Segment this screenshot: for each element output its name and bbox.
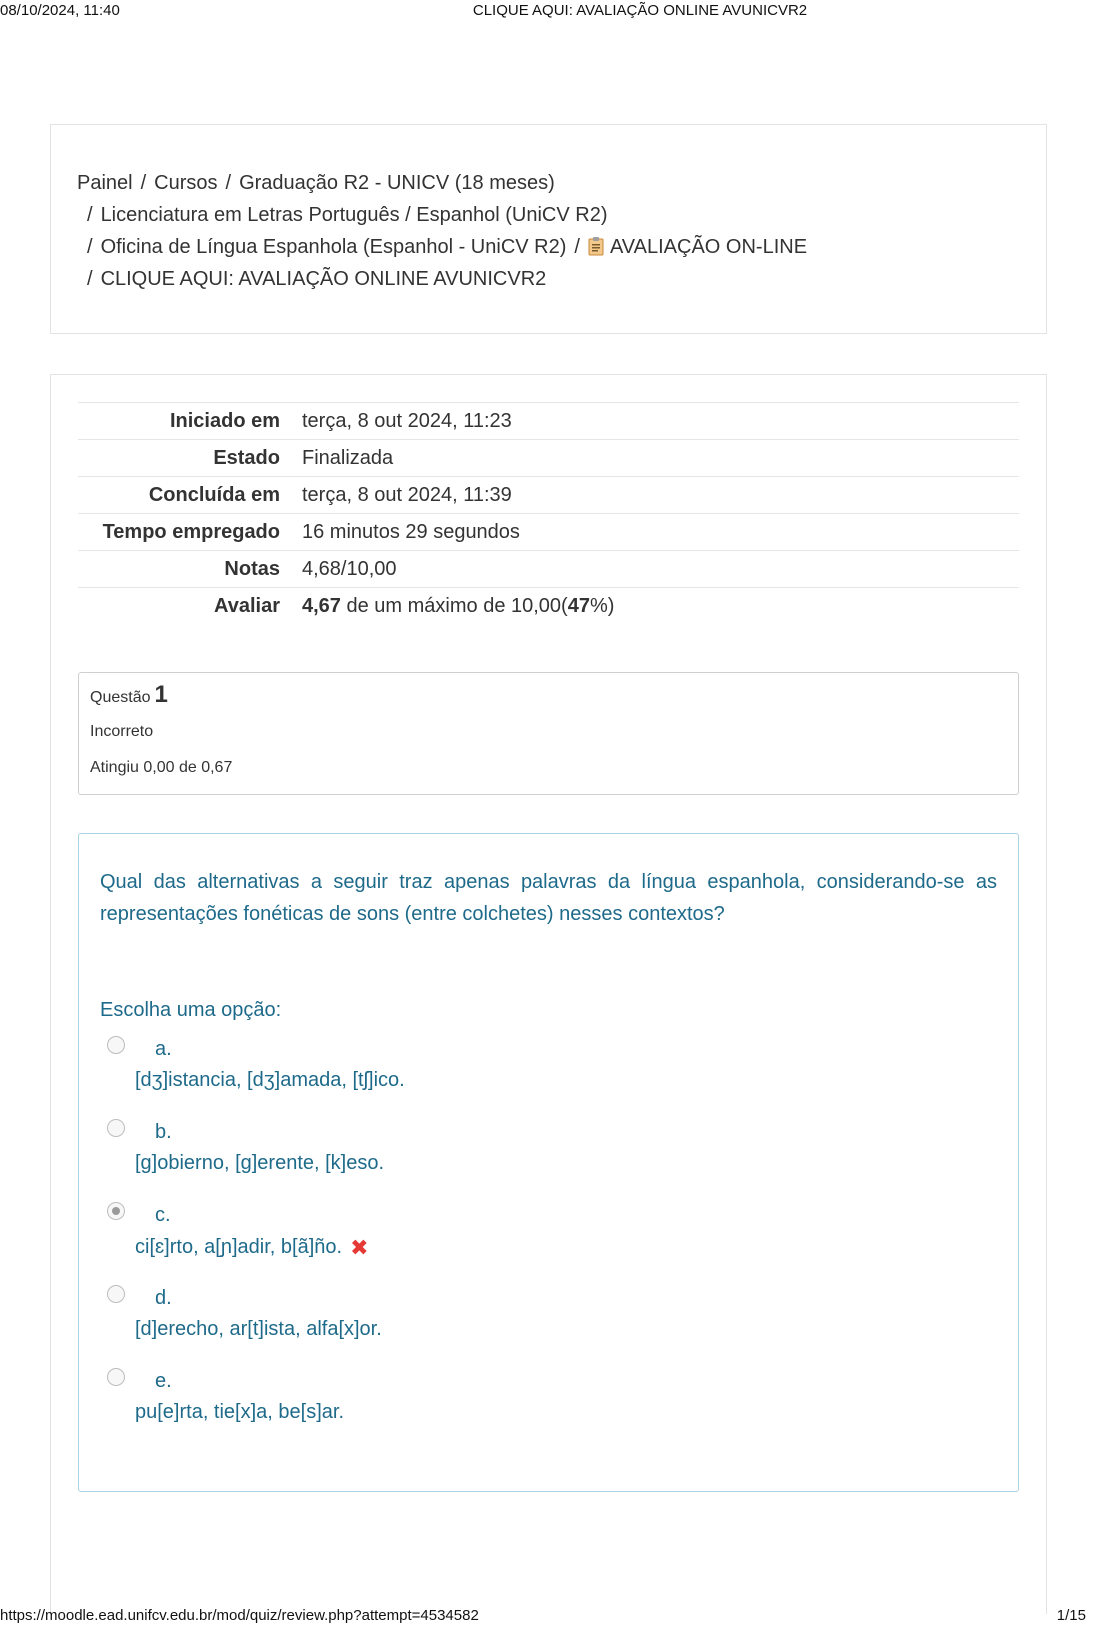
breadcrumb-licenciatura[interactable]: Licenciatura em Letras Português / Espanhol (UniCV R2) [100, 204, 608, 226]
question-label: Questão [90, 689, 151, 706]
question-number-value: 1 [154, 681, 168, 708]
summary-row-started [78, 403, 1019, 440]
option-letter: e. [155, 1370, 172, 1392]
summary-row-marks [78, 551, 1019, 588]
radio-button-selected[interactable] [107, 1202, 125, 1220]
breadcrumb-separator: / [87, 204, 93, 226]
print-header [0, 0, 1096, 22]
question-state: Incorreto [90, 723, 154, 740]
radio-button[interactable] [107, 1036, 125, 1054]
print-page-number: 1/15 [1056, 1607, 1086, 1624]
grade-percent: 47 [567, 595, 590, 617]
print-datetime: 08/10/2024, 11:40 [0, 2, 120, 19]
grade-score: 4,67 [302, 595, 341, 617]
state-value: Finalizada [302, 447, 394, 469]
breadcrumb-painel[interactable]: Painel [77, 172, 133, 194]
marks-label: Notas [224, 558, 280, 580]
breadcrumb-separator: / [87, 268, 93, 290]
grade-label: Avaliar [214, 595, 280, 617]
breadcrumb-clique-aqui[interactable]: CLIQUE AQUI: AVALIAÇÃO ONLINE AVUNICVR2 [100, 268, 547, 290]
option-text: [dʒ]istancia, [dʒ]amada, [tʃ]ico. [135, 1069, 405, 1091]
option-text-wrap [135, 1235, 369, 1261]
breadcrumb [77, 167, 807, 295]
question-text: Qual das alternativas a seguir traz apenas palavras da língua espanhola, considerando-se as representações fonéticas de sons (entre colchetes) nesses contextos? [100, 871, 997, 925]
print-footer [0, 1605, 1096, 1627]
summary-row-completed [78, 477, 1019, 514]
question-number [90, 681, 1007, 709]
option-text: ci[ɛ]rto, a[ɲ]adir, b[ã]ño. [135, 1236, 343, 1258]
option-text: [g]obierno, [g]erente, [k]eso. [135, 1152, 385, 1174]
time-value: 16 minutos 29 segundos [302, 521, 520, 543]
option-letter: c. [155, 1204, 171, 1226]
radio-button[interactable] [107, 1285, 125, 1303]
clipboard-icon [588, 234, 604, 254]
grade-end: %) [589, 595, 615, 617]
quiz-review-card [50, 374, 1047, 1614]
breadcrumb-separator: / [140, 172, 147, 194]
option-letter: d. [155, 1287, 172, 1309]
breadcrumb-card [50, 124, 1047, 334]
attempt-summary-table [78, 402, 1019, 624]
option-text: pu[e]rta, tie[x]a, be[s]ar. [135, 1401, 345, 1423]
breadcrumb-graduacao[interactable]: Graduação R2 - UNICV (18 meses) [239, 172, 555, 194]
question-info-box [78, 672, 1019, 795]
breadcrumb-oficina[interactable]: Oficina de Língua Espanhola (Espanhol - UniCV R2) [100, 236, 567, 258]
print-url: https://moodle.ead.unifcv.edu.br/mod/quiz/review.php?attempt=4534582 [0, 1607, 479, 1624]
summary-row-time [78, 514, 1019, 551]
radio-button[interactable] [107, 1119, 125, 1137]
completed-label: Concluída em [148, 484, 280, 506]
state-label: Estado [213, 447, 280, 469]
marks-value: 4,68/10,00 [302, 558, 397, 580]
choose-option-prompt: Escolha uma opção: [100, 999, 282, 1021]
print-title: CLIQUE AQUI: AVALIAÇÃO ONLINE AVUNICVR2 [472, 2, 808, 19]
question-content-box [78, 833, 1019, 1492]
breadcrumb-avaliacao[interactable]: AVALIAÇÃO ON-LINE [609, 236, 808, 258]
question-grade: Atingiu 0,00 de 0,67 [90, 759, 233, 776]
grade-value [280, 588, 1019, 625]
summary-row-grade [78, 588, 1019, 625]
option-text: [d]erecho, ar[t]ista, alfa[x]or. [135, 1318, 382, 1340]
breadcrumb-separator: / [225, 172, 232, 194]
breadcrumb-separator: / [87, 236, 93, 258]
summary-row-state [78, 440, 1019, 477]
option-letter: a. [155, 1038, 172, 1060]
radio-button[interactable] [107, 1368, 125, 1386]
option-letter: b. [155, 1121, 172, 1143]
incorrect-icon: ✖ [350, 1235, 369, 1260]
breadcrumb-separator: / [574, 236, 580, 258]
grade-middle: de um máximo de 10,00( [340, 595, 568, 617]
completed-value: terça, 8 out 2024, 11:39 [302, 484, 512, 506]
time-label: Tempo empregado [102, 521, 280, 543]
breadcrumb-cursos[interactable]: Cursos [154, 172, 218, 194]
started-value: terça, 8 out 2024, 11:23 [302, 410, 512, 432]
started-label: Iniciado em [169, 410, 280, 432]
